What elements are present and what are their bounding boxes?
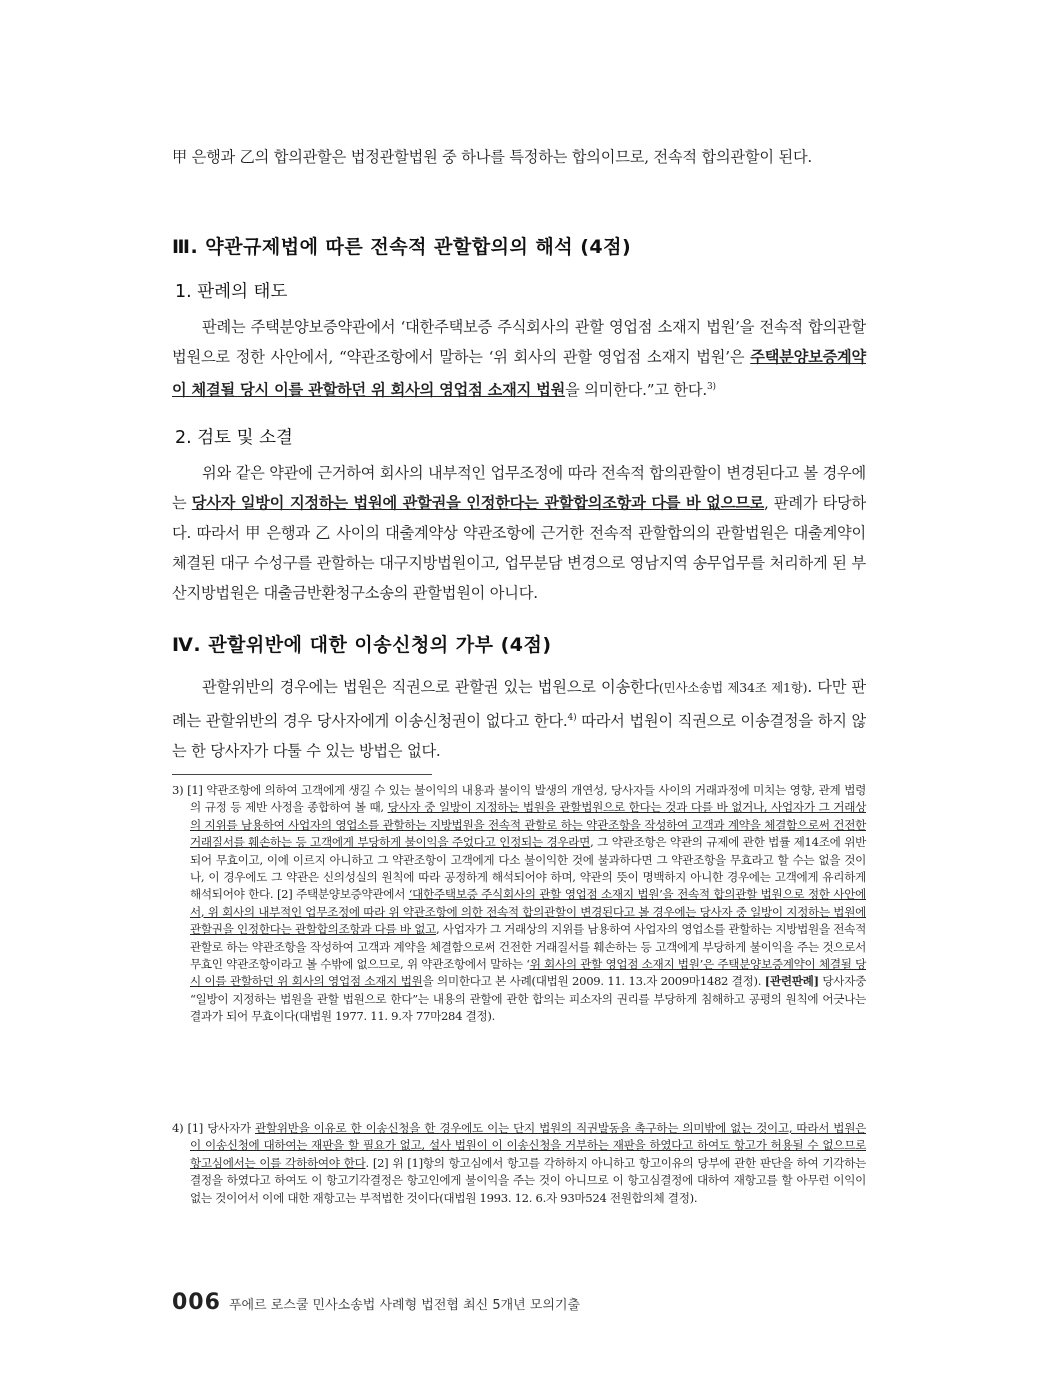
- footnote-3: 3) [1] 약관조항에 의하여 고객에게 생길 수 있는 불이익의 내용과 불이익 발생의 개연성, 당사자들 사이의 거래과정에 미치는 영향, 관계 법령의 규정 등 제반 사정을 종합하여 볼 때, 당사자 중 일방이 지정하는 법원을 관할법원으로 한다는 것과 다를 바 없거나, 사업자가 그 거래상의 지위를 남용하여 사업자의 영업소를 관할하는 지방법원을 전속적 관할로 하는 약관조항을 작성하여 고객과 계약을 체결함으로써 건전한 거래질서를 훼손하는 등 고객에게 부당하게 불이익을 주었다고 인정되는 경우라면, 그 약관조항은 약관의 규제에 관한 법률 제14조에 위반되어 무효이고, 이에 이르지 아니하고 그 약관조항이 고객에게 다소 불이익한 것에 불과하다면 그 약관조항을 무효라고 할 수는 없을 것이나, 이 경우에도 그 약관은 신의성실의 원칙에 따라 공정하게 해석되어야 하며, 약관의 뜻이 명백하지 아니한 경우에는 고객에게 유리하게 해석되어야 한다. [2] 주택분양보증약관에서 ‘대한주택보증 주식회사의 관할 영업점 소재지 법원’을 전속적 합의관할 법원으로 정한 사안에서, 위 회사의 내부적인 업무조정에 따라 위 약관조항에 의한 전속적 합의관할이 변경된다고 볼 경우에는 당사자 중 일방이 지정하는 법원에 관할권을 인정한다는 관할합의조항과 다를 바 없고, 사업자가 그 거래상의 지위를 남용하여 사업자의 영업소를 관할하는 지방법원을 전속적 관할로 하는 약관조항을 작성하여 고객과 계약을 체결함으로써 건전한 거래질서를 훼손하는 등 고객에게 부당하게 불이익을 주는 것으로서 무효인 약관조항이라고 볼 수밖에 없으므로, 위 약관조항에서 말하는 ‘위 회사의 관할 영업점 소재지 법원’은 주택분양보증계약이 체결될 당시 이를 관할하던 위 회사의 영업점 소재지 법원을 의미한다고 본 사례(대법원 2009. 11. 13.자 2009마1482 결정). [관련판례] 당사자중 “일방이 지정하는 법원을 관할 법원으로 한다”는 내용의 관할에 관한 합의는 피소자의 권리를 부당하게 침해하고 공평의 원칙에 어긋나는 결과가 되어 무효이다(대법원 1977. 11. 9.자 77마284 결정).: [172, 783, 867, 1024]
- intro-paragraph: 甲 은행과 乙의 합의관할은 법정관할법원 중 하나를 특정하는 합의이므로, 전속적 합의관할이 된다.: [172, 148, 813, 166]
- section-4-heading: Ⅳ. 관할위반에 대한 이송신청의 가부 (4점): [172, 634, 552, 656]
- book-title: 푸에르 로스쿨 민사소송법 사례형 법전협 최신 5개년 모의기출: [228, 1298, 581, 1313]
- footnote-ref-4[interactable]: 4): [567, 713, 577, 723]
- precedent-paragraph: 판례는 주택분양보증약관에서 ‘대한주택보증 주식회사의 관할 영업점 소재지 법원’을 전속적 합의관할 법원으로 정한 사안에서, “약관조항에서 말하는 ‘위 회사의 관할 영업점 소재지 법원’은 주택분양보증계약이 체결될 당시 이를 관할하던 위 회사의 영업점 소재지 법원을 의미한다.”고 한다.$^{3)}$: [172, 318, 866, 400]
- section-3-heading: Ⅲ. 약관규제법에 따른 전속적 관할합의의 해석 (4점): [172, 236, 632, 258]
- review-paragraph: 위와 같은 약관에 근거하여 회사의 내부적인 업무조정에 따라 전속적 합의관할이 변경된다고 볼 경우에는 당사자 일방이 지정하는 법원에 관할권을 인정한다는 관할합의조항과 다를 바 없으므로, 판례가 타당하다. 따라서 甲 은행과 乙 사이의 대출계약상 약관조항에 근거한 전속적 관할합의의 관할법원은 대출계약이 체결된 대구 수성구를 관할하는 대구지방법원이고, 업무분담 변경으로 영남지역 송무업무를 처리하게 된 부산지방법원은 대출금반환청구소송의 관할법원이 아니다.: [172, 464, 866, 602]
- subsection-2-heading: 2. 검토 및 소결: [175, 428, 293, 448]
- page-number: 006: [172, 1290, 221, 1315]
- subsection-1-heading: 1. 판례의 태도: [175, 282, 288, 302]
- page-footer: [172, 1290, 580, 1315]
- transfer-paragraph: 관할위반의 경우에는 법원은 직권으로 관할권 있는 법원으로 이송한다(민사소송법 제34조 제1항). 다만 판례는 관할위반의 경우 당사자에게 이송신청권이 없다고 한다.$^{4)}$ 따라서 법원이 직권으로 이송결정을 하지 않는 한 당사자가 다툴 수 있는 방법은 없다.: [172, 678, 866, 761]
- footnote-ref-3[interactable]: 3): [706, 382, 716, 392]
- footnote-4: 4) [1] 당사자가 관할위반을 이유로 한 이송신청을 한 경우에도 이는 단지 법원의 직권발동을 촉구하는 의미밖에 없는 것이고, 따라서 법원은 이 이송신청에 대하여는 재판을 할 필요가 없고, 설사 법원이 이 이송신청을 거부하는 재판을 하였다고 하여도 항고가 허용될 수 없으므로 항고심에서는 이를 각하하여야 한다. [2] 위 [1]항의 항고심에서 항고를 각하하지 아니하고 항고이유의 당부에 관한 판단을 하여 기각하는 결정을 하였다고 하여도 이 항고기각결정은 항고인에게 불이익을 주는 것이 아니므로 이 항고심결정에 대하여 재항고를 할 아무런 이익이 없는 것이어서 이에 대한 재항고는 부적법한 것이다(대법원 1993. 12. 6.자 93마524 전원합의체 결정).: [172, 1121, 866, 1205]
- footnote-divider: [172, 774, 432, 775]
